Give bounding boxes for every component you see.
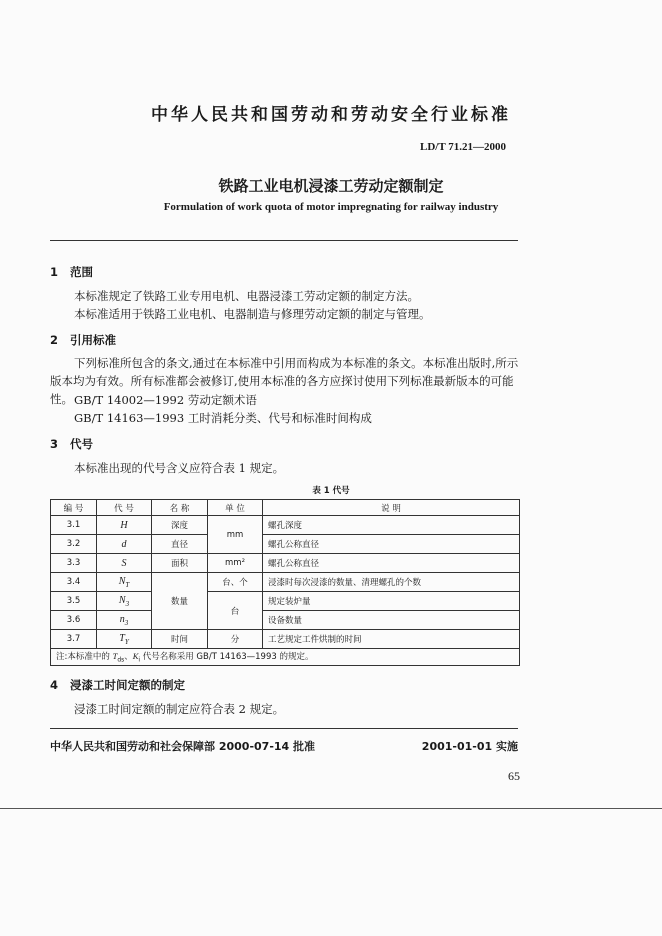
section-title: 引用标准: [70, 333, 116, 347]
cell-no: 3.5: [51, 592, 97, 611]
cell-desc: 设备数量: [263, 611, 520, 630]
standard-title-en: Formulation of work quota of motor impregnating for railway industry: [163, 201, 499, 213]
cell-desc: 工艺规定工件烘制的时间: [263, 630, 520, 649]
cell-code: $N_T$: [97, 573, 152, 592]
footer-divider: [50, 728, 518, 729]
cell-name: 数量: [152, 573, 208, 630]
cell-code: d: [97, 535, 152, 554]
page-bottom-edge: [0, 808, 662, 809]
section-2-para-1: 下列标准所包含的条文,通过在本标准中引用而构成为本标准的条文。本标准出版时,所示版本均为有效。所有标准都会被修订,使用本标准的各方应探讨使用下列标准最新版本的可能性。: [50, 356, 519, 406]
reference-gbt-14163: GB/T 14163—1993 工时消耗分类、代号和标准时间构成: [74, 411, 372, 425]
col-header-name: 名 称: [152, 500, 208, 516]
approval-line: 中华人民共和国劳动和社会保障部 2000-07-14 批准: [50, 740, 316, 753]
cell-no: 3.3: [51, 554, 97, 573]
section-number: 2: [50, 333, 59, 347]
section-2-heading: [50, 332, 116, 348]
cell-no: 3.1: [51, 516, 97, 535]
section-3-heading: [50, 436, 93, 452]
standard-number: LD/T 71.21—2000: [420, 141, 506, 153]
cell-desc: 螺孔公称直径: [263, 554, 520, 573]
table-row: [51, 592, 520, 611]
section-3-para-1: 本标准出现的代号含义应符合表 1 规定。: [74, 461, 285, 475]
issuing-body-title: 中华人民共和国劳动和劳动安全行业标准: [151, 105, 511, 125]
section-4-para-1: 浸漆工时间定额的制定应符合表 2 规定。: [74, 702, 285, 716]
standard-title-cn: 铁路工业电机浸漆工劳动定额制定: [218, 177, 444, 195]
cell-code: S: [97, 554, 152, 573]
section-number: 4: [50, 678, 59, 692]
cell-unit: 台: [208, 592, 263, 630]
header-divider: [50, 240, 518, 241]
codes-table: [50, 499, 520, 666]
section-4-heading: [50, 677, 185, 693]
cell-desc: 螺孔深度: [263, 516, 520, 535]
table-note: 注:本标准中的 $T_{ds}$、$K_i$ 代号名称采用 GB/T 14163—1993 的规定。: [51, 649, 520, 666]
effective-date: 2001-01-01 实施: [421, 740, 518, 753]
cell-name: 面积: [152, 554, 208, 573]
col-header-no: 编 号: [51, 500, 97, 516]
cell-desc: 螺孔公称直径: [263, 535, 520, 554]
reference-gbt-14002: GB/T 14002—1992 劳动定额术语: [74, 393, 257, 407]
section-number: 1: [50, 265, 59, 279]
section-title: 代号: [70, 437, 93, 451]
section-1-heading: [50, 264, 93, 280]
cell-code: $n_3$: [97, 611, 152, 630]
table-row: [51, 535, 520, 554]
section-1-para-1: 本标准规定了铁路工业专用电机、电器浸漆工劳动定额的制定方法。: [74, 289, 419, 303]
cell-no: 3.4: [51, 573, 97, 592]
cell-code: H: [97, 516, 152, 535]
col-header-desc: 说 明: [263, 500, 520, 516]
section-title: 范围: [70, 265, 93, 279]
cell-desc: 浸漆时每次浸漆的数量、清理螺孔的个数: [263, 573, 520, 592]
cell-no: 3.7: [51, 630, 97, 649]
table-row: [51, 630, 520, 649]
section-number: 3: [50, 437, 59, 451]
table-row: [51, 554, 520, 573]
cell-code: $T_Y$: [97, 630, 152, 649]
col-header-code: 代 号: [97, 500, 152, 516]
table-header-row: [51, 500, 520, 516]
table-note-row: [51, 649, 520, 666]
section-1-para-2: 本标准适用于铁路工业电机、电器制造与修理劳动定额的制定与管理。: [74, 307, 431, 321]
page-number: 65: [508, 769, 520, 783]
cell-no: 3.6: [51, 611, 97, 630]
cell-unit: mm: [208, 516, 263, 554]
cell-unit: 台、个: [208, 573, 263, 592]
section-title: 浸漆工时间定额的制定: [70, 678, 185, 692]
cell-code: $N_3$: [97, 592, 152, 611]
table-1-caption: 表 1 代号: [312, 486, 350, 496]
cell-unit: mm²: [208, 554, 263, 573]
table-row: [51, 611, 520, 630]
table-row: [51, 573, 520, 592]
cell-desc: 规定装炉量: [263, 592, 520, 611]
cell-name: 时间: [152, 630, 208, 649]
table-row: [51, 516, 520, 535]
col-header-unit: 单 位: [208, 500, 263, 516]
cell-name: 深度: [152, 516, 208, 535]
cell-name: 直径: [152, 535, 208, 554]
cell-unit: 分: [208, 630, 263, 649]
cell-no: 3.2: [51, 535, 97, 554]
